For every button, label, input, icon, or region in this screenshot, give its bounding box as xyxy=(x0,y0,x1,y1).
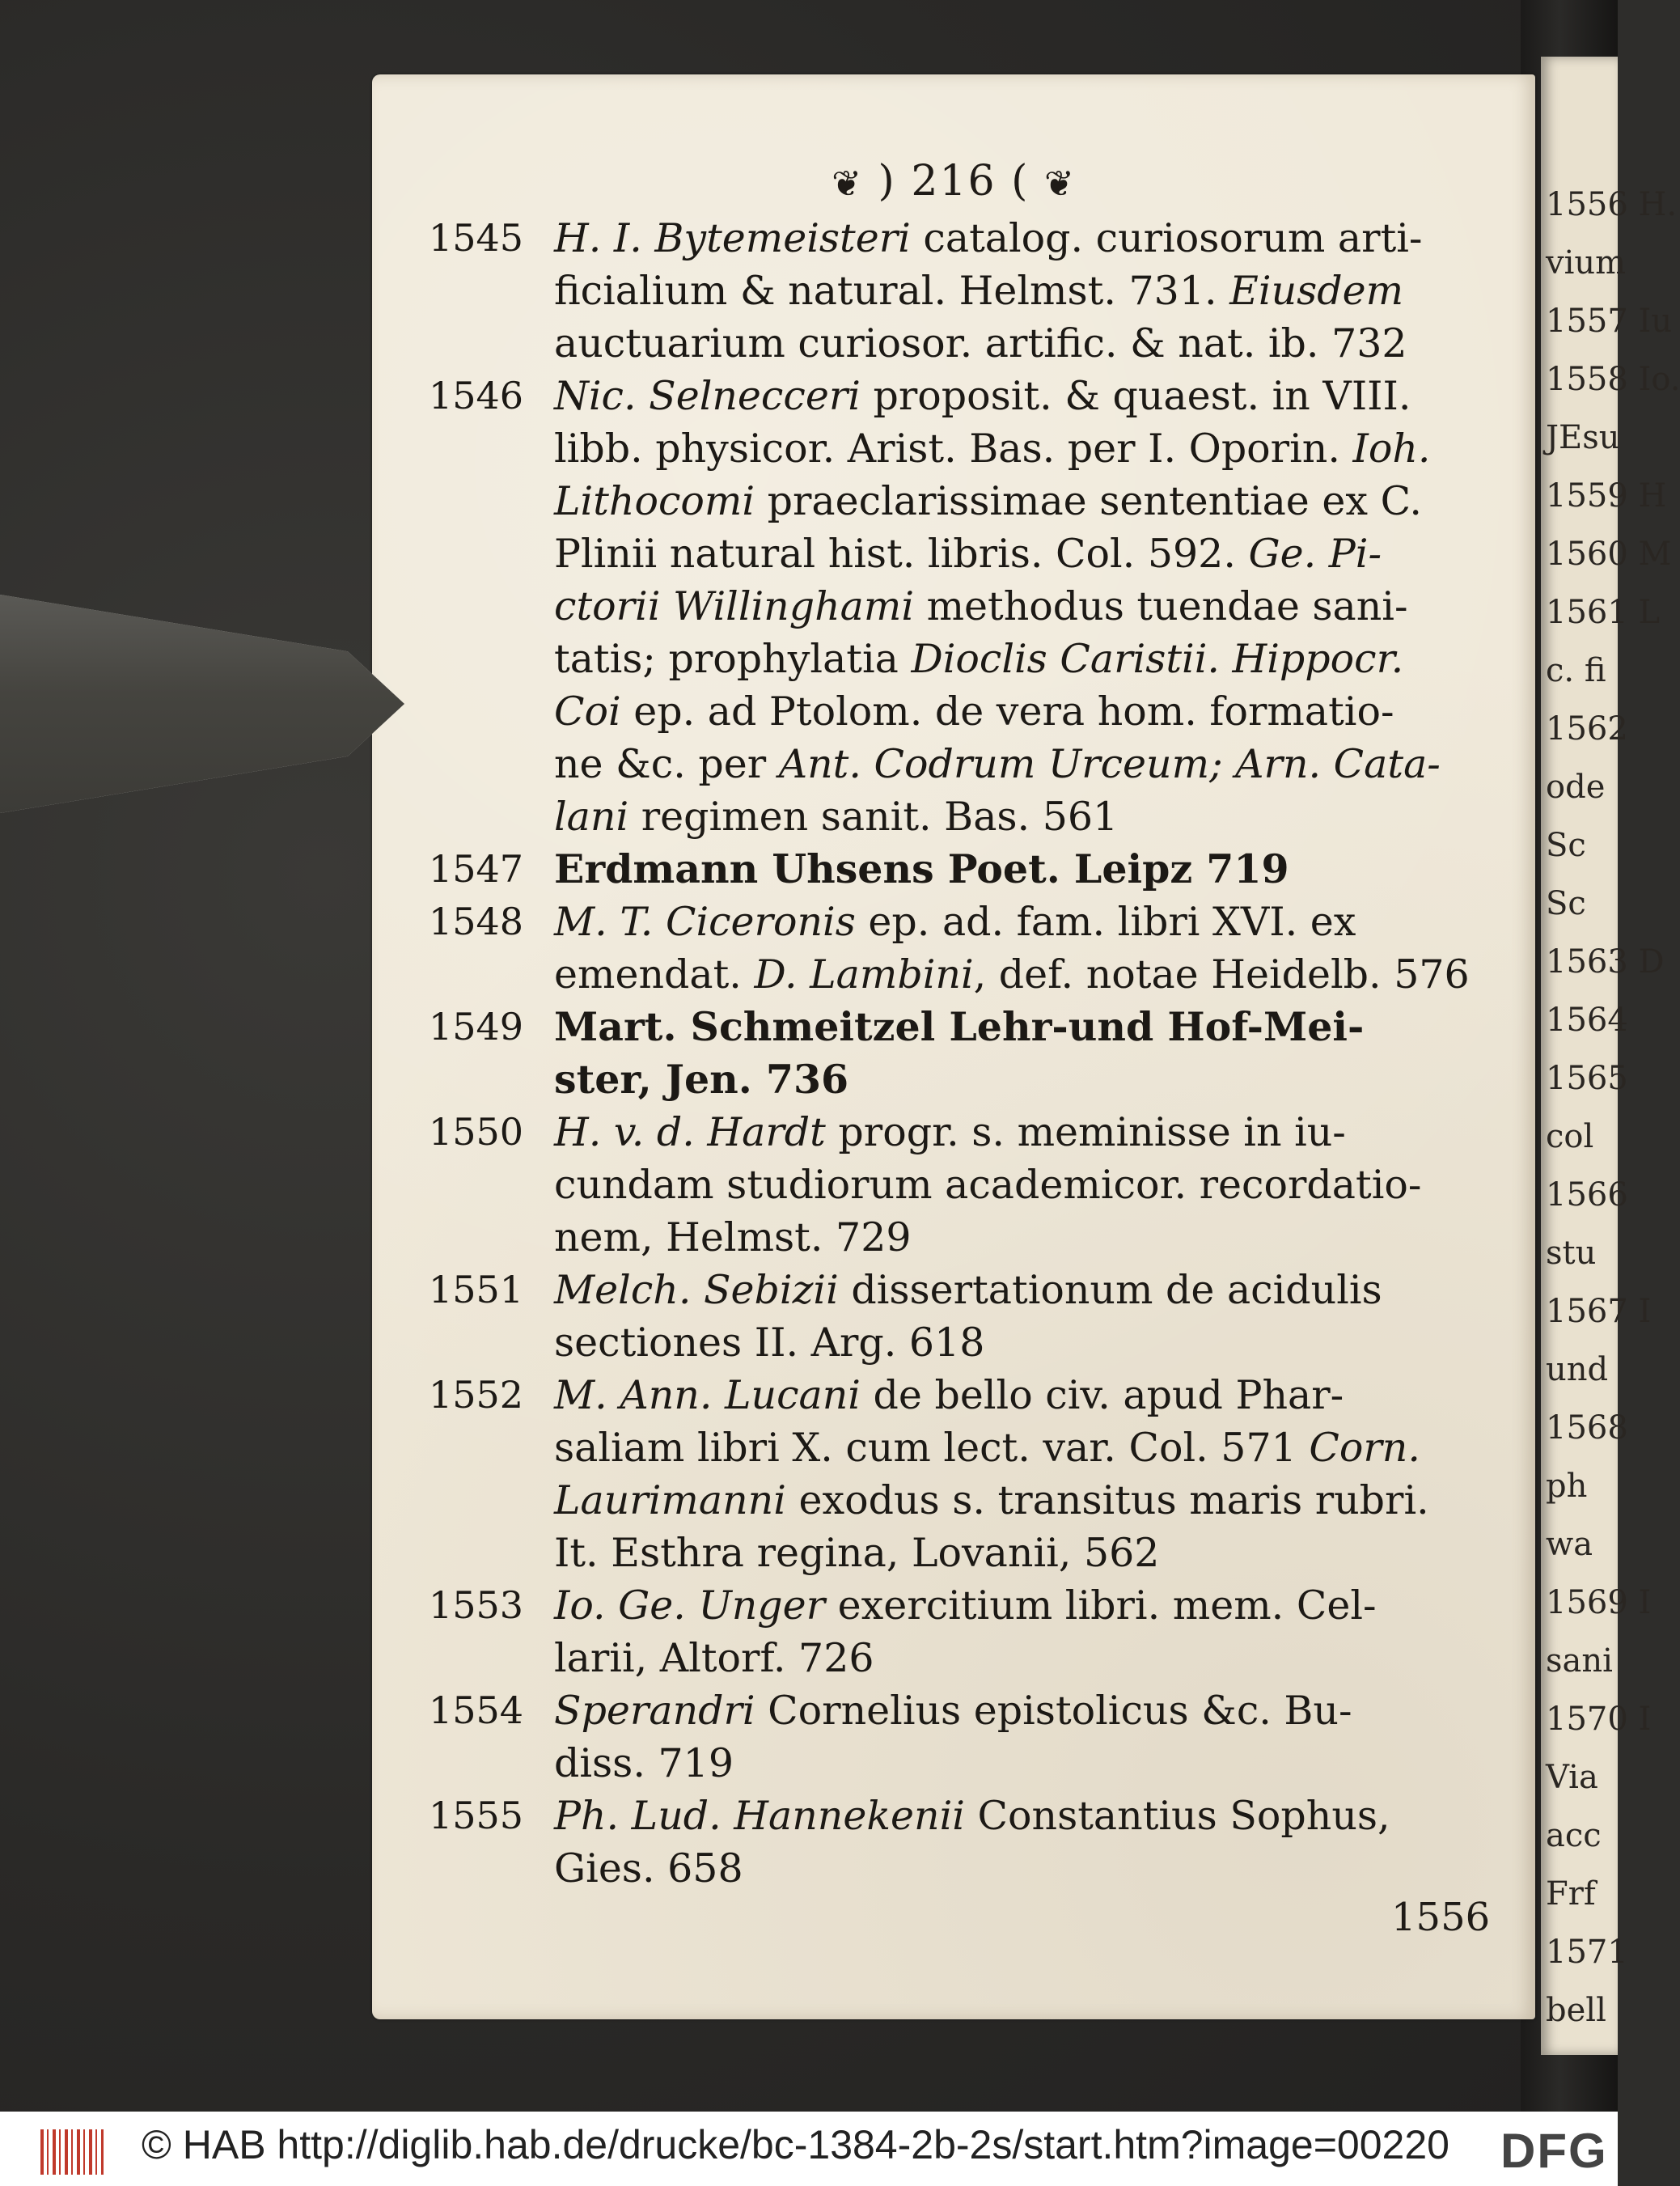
entry-line xyxy=(554,1842,1476,1895)
entry-line xyxy=(429,1106,1476,1159)
entry-segment: tatis; prophylatia xyxy=(554,636,912,682)
entry-segment: catalog. curiosorum arti- xyxy=(910,215,1423,261)
facing-page-fragment: 1561 L xyxy=(1546,594,1661,631)
entry-line xyxy=(429,1001,1476,1053)
entry-line xyxy=(554,1632,1476,1684)
facing-page-fragment: col xyxy=(1546,1118,1594,1155)
entry-number: 1554 xyxy=(429,1688,524,1732)
entry-segment: ne &c. per xyxy=(554,741,779,787)
entry-line xyxy=(554,1159,1476,1211)
entry-text xyxy=(554,1684,1352,1737)
entry-line xyxy=(429,896,1476,948)
entry-line xyxy=(554,1737,1476,1790)
entry-segment: dissertationum de acidulis xyxy=(838,1267,1382,1313)
entry-number: 1547 xyxy=(429,847,524,891)
facing-page-fragment: JEsu xyxy=(1546,419,1620,456)
entry-line xyxy=(554,317,1476,370)
entry-text xyxy=(554,948,1470,1001)
entry-segment: auctuarium curiosor. artific. & nat. ib. 732 xyxy=(554,320,1407,366)
facing-page-fragment: 1558 Io. xyxy=(1546,361,1680,398)
facing-page-fragment: Sc xyxy=(1546,885,1586,922)
entry-segment: Ge. Pi- xyxy=(1248,531,1382,577)
entry-text xyxy=(554,265,1403,317)
entry-line xyxy=(554,790,1476,843)
entry-segment: methodus tuendae sani- xyxy=(914,583,1408,629)
entry-segment: Laurimanni xyxy=(554,1477,786,1523)
entry-segment: Nic. Selnecceri xyxy=(554,373,861,419)
entry-segment: H. I. Bytemeisteri xyxy=(554,215,911,261)
entry-segment: Erdmann Uhsens Poet. Leipz 719 xyxy=(554,845,1289,892)
entry-line xyxy=(429,212,1476,265)
page-number-label: ) 216 ( xyxy=(878,157,1030,205)
entry-segment: diss. 719 xyxy=(554,1740,734,1786)
entry-line xyxy=(429,370,1476,422)
entry-text xyxy=(554,1211,912,1264)
entry-segment: Coi xyxy=(554,688,621,735)
left-ornament-icon: ❦ xyxy=(832,163,864,205)
facing-page-fragment: Sc xyxy=(1546,827,1586,864)
entry-text xyxy=(554,1316,984,1369)
entry-segment: Ioh. xyxy=(1352,426,1431,472)
entry-segment: regimen sanit. Bas. 561 xyxy=(628,794,1119,840)
facing-page-fragment: wa xyxy=(1546,1526,1593,1563)
catchword: 1556 xyxy=(1391,1895,1491,1940)
entry-segment: lani xyxy=(554,794,629,840)
facing-page-fragment: c. fi xyxy=(1546,652,1606,689)
entry-segment: H. v. d. Hardt xyxy=(554,1109,826,1155)
entry-text xyxy=(554,843,1289,896)
barcode-icon xyxy=(40,2129,104,2175)
entry-text xyxy=(554,896,1356,948)
entry-text xyxy=(554,1842,743,1895)
entry-segment: exodus s. transitus maris rubri. xyxy=(785,1477,1429,1523)
entry-line xyxy=(429,1684,1476,1737)
entry-segment: Cornelius epistolicus &c. Bu- xyxy=(755,1688,1352,1734)
entry-line xyxy=(429,1579,1476,1632)
facing-page-fragment: 1559 H xyxy=(1546,477,1667,515)
entry-line xyxy=(554,527,1476,580)
entry-segment: de bello civ. apud Phar- xyxy=(860,1372,1344,1418)
copyright-url[interactable]: © HAB http://diglib.hab.de/drucke/bc-1384-2b-2s/start.htm?image=00220 xyxy=(142,2122,1449,2167)
entry-segment: Mart. Schmeitzel Lehr-und Hof-Mei- xyxy=(554,1003,1365,1050)
entry-segment: libb. physicor. Arist. Bas. per I. Oporin. xyxy=(554,426,1353,472)
entry-text xyxy=(554,1369,1344,1421)
entry-number: 1555 xyxy=(429,1794,524,1837)
entry-text xyxy=(554,685,1394,738)
entry-text xyxy=(554,580,1408,633)
entry-segment: , def. notae Heidelb. 576 xyxy=(973,951,1470,998)
entry-segment: Io. Ge. Unger xyxy=(554,1582,826,1629)
facing-page-fragment: 1563 D xyxy=(1546,943,1665,981)
entry-segment: M. T. Ciceronis xyxy=(554,899,856,945)
entry-line xyxy=(554,1474,1476,1527)
facing-page-fragment: 1567 I xyxy=(1546,1293,1652,1330)
entry-segment: Melch. Sebizii xyxy=(554,1267,839,1313)
entry-line xyxy=(554,265,1476,317)
entry-text xyxy=(554,1264,1382,1316)
entry-number: 1550 xyxy=(429,1110,524,1154)
entry-line xyxy=(554,948,1476,1001)
entry-segment: sectiones II. Arg. 618 xyxy=(554,1320,985,1366)
entry-number: 1549 xyxy=(429,1005,524,1049)
entry-line xyxy=(554,1421,1476,1474)
facing-page-fragment: 1565 xyxy=(1546,1060,1628,1097)
facing-page-fragment: bell xyxy=(1546,1992,1606,2029)
entry-number: 1548 xyxy=(429,900,524,943)
entry-segment: Eiusdem xyxy=(1229,268,1404,314)
entry-number: 1552 xyxy=(429,1373,524,1417)
entry-line xyxy=(554,422,1476,475)
facing-page-fragment: 1566 xyxy=(1546,1176,1628,1214)
facing-page-fragment: Via xyxy=(1546,1759,1598,1796)
facing-page-fragment: 1557 Iu xyxy=(1546,303,1673,340)
entry-segment: Plinii natural hist. libris. Col. 592. xyxy=(554,531,1249,577)
entry-line xyxy=(554,475,1476,527)
facing-page-fragment: 1560 M xyxy=(1546,536,1672,573)
entry-segment: praeclarissimae sententiae ex C. xyxy=(755,478,1422,524)
entry-line xyxy=(554,1316,1476,1369)
entry-text xyxy=(554,1632,874,1684)
facing-page-fragment: acc xyxy=(1546,1817,1602,1854)
entry-text xyxy=(554,1737,734,1790)
entry-segment: D. Lambini xyxy=(754,951,974,998)
entry-text xyxy=(554,633,1403,685)
entry-number: 1553 xyxy=(429,1583,524,1627)
book-page xyxy=(372,74,1535,2019)
entry-line xyxy=(554,1211,1476,1264)
entry-line xyxy=(554,580,1476,633)
right-ornament-icon: ❦ xyxy=(1043,163,1076,205)
entry-segment: nem, Helmst. 729 xyxy=(554,1214,912,1260)
facing-page-fragment: und xyxy=(1546,1351,1609,1388)
entry-text xyxy=(554,1790,1390,1842)
entry-text xyxy=(554,738,1441,790)
entry-segment: It. Esthra regina, Lovanii, 562 xyxy=(554,1530,1160,1576)
facing-page-fragment: 1568 xyxy=(1546,1409,1628,1447)
entry-text xyxy=(554,1106,1346,1159)
entry-segment: cundam studiorum academicor. recordatio- xyxy=(554,1162,1422,1208)
entry-text xyxy=(554,475,1422,527)
dfg-logo: DFG xyxy=(1500,2124,1608,2178)
facing-page-fragment: sani xyxy=(1546,1642,1613,1680)
entry-segment: M. Ann. Lucani xyxy=(554,1372,861,1418)
entry-number: 1545 xyxy=(429,216,524,260)
entry-text xyxy=(554,790,1118,843)
entry-segment: larii, Altorf. 726 xyxy=(554,1635,874,1681)
entry-segment: Ph. Lud. Hannekenii xyxy=(554,1793,965,1839)
entry-text xyxy=(554,1527,1159,1579)
entry-segment: Dioclis Caristii. Hippocr. xyxy=(911,636,1404,682)
entry-segment: ep. ad Ptolom. de vera hom. formatio- xyxy=(620,688,1394,735)
entry-segment: ster, Jen. 736 xyxy=(554,1056,849,1103)
entry-text xyxy=(554,1474,1429,1527)
footer-bar xyxy=(0,2112,1618,2186)
entry-line xyxy=(554,738,1476,790)
entry-text xyxy=(554,1053,848,1106)
entry-text xyxy=(554,1159,1421,1211)
entry-line xyxy=(554,1527,1476,1579)
entry-text xyxy=(554,1001,1364,1053)
entry-text xyxy=(554,317,1407,370)
facing-page-fragment: Frf xyxy=(1546,1875,1596,1913)
facing-page-fragment: 1569 I xyxy=(1546,1584,1652,1621)
entry-segment: Gies. 658 xyxy=(554,1845,743,1892)
facing-page-fragment: ode xyxy=(1546,769,1606,806)
facing-page-edge xyxy=(1541,57,1680,2055)
entry-line xyxy=(429,1264,1476,1316)
entry-number: 1546 xyxy=(429,374,524,417)
entry-segment: Constantius Sophus, xyxy=(964,1793,1390,1839)
entry-line xyxy=(429,843,1476,896)
entry-text xyxy=(554,422,1431,475)
page-header xyxy=(372,157,1535,205)
facing-page-fragment: 1570 I xyxy=(1546,1701,1652,1738)
entry-segment: Corn. xyxy=(1309,1425,1420,1471)
entry-text xyxy=(554,1421,1420,1474)
entry-segment: Ant. Codrum Urceum; Arn. Cata- xyxy=(778,741,1441,787)
entry-number: 1551 xyxy=(429,1268,524,1311)
entry-text xyxy=(554,527,1382,580)
entry-text xyxy=(554,370,1411,422)
entry-text xyxy=(554,1579,1377,1632)
entry-segment: progr. s. meminisse in iu- xyxy=(825,1109,1346,1155)
facing-page-fragment: vium xyxy=(1546,244,1627,282)
entry-segment: ep. ad. fam. libri XVI. ex xyxy=(855,899,1356,945)
entry-text xyxy=(554,212,1423,265)
facing-page-fragment: 1564 xyxy=(1546,1002,1628,1039)
entry-segment: ficialium & natural. Helmst. 731. xyxy=(554,268,1230,314)
entry-segment: Lithocomi xyxy=(554,478,755,524)
entry-segment: exercitium libri. mem. Cel- xyxy=(825,1582,1377,1629)
entry-line xyxy=(554,633,1476,685)
facing-page-fragment: 1562 xyxy=(1546,710,1628,748)
entry-line xyxy=(429,1790,1476,1842)
facing-page-fragment: 1556 H. xyxy=(1546,186,1678,223)
entry-segment: ctorii Willinghami xyxy=(554,583,914,629)
entry-segment: proposit. & quaest. in VIII. xyxy=(860,373,1411,419)
entry-segment: saliam libri X. cum lect. var. Col. 571 xyxy=(554,1425,1310,1471)
entry-line xyxy=(554,1053,1476,1106)
entry-line xyxy=(429,1369,1476,1421)
entry-line xyxy=(554,685,1476,738)
entry-segment: emendat. xyxy=(554,951,755,998)
catalog-entries xyxy=(429,212,1476,1895)
entry-segment: Sperandri xyxy=(554,1688,755,1734)
facing-page-fragment: stu xyxy=(1546,1235,1597,1272)
facing-page-fragment: ph xyxy=(1546,1468,1588,1505)
facing-page-fragment: 1571 xyxy=(1546,1934,1628,1971)
